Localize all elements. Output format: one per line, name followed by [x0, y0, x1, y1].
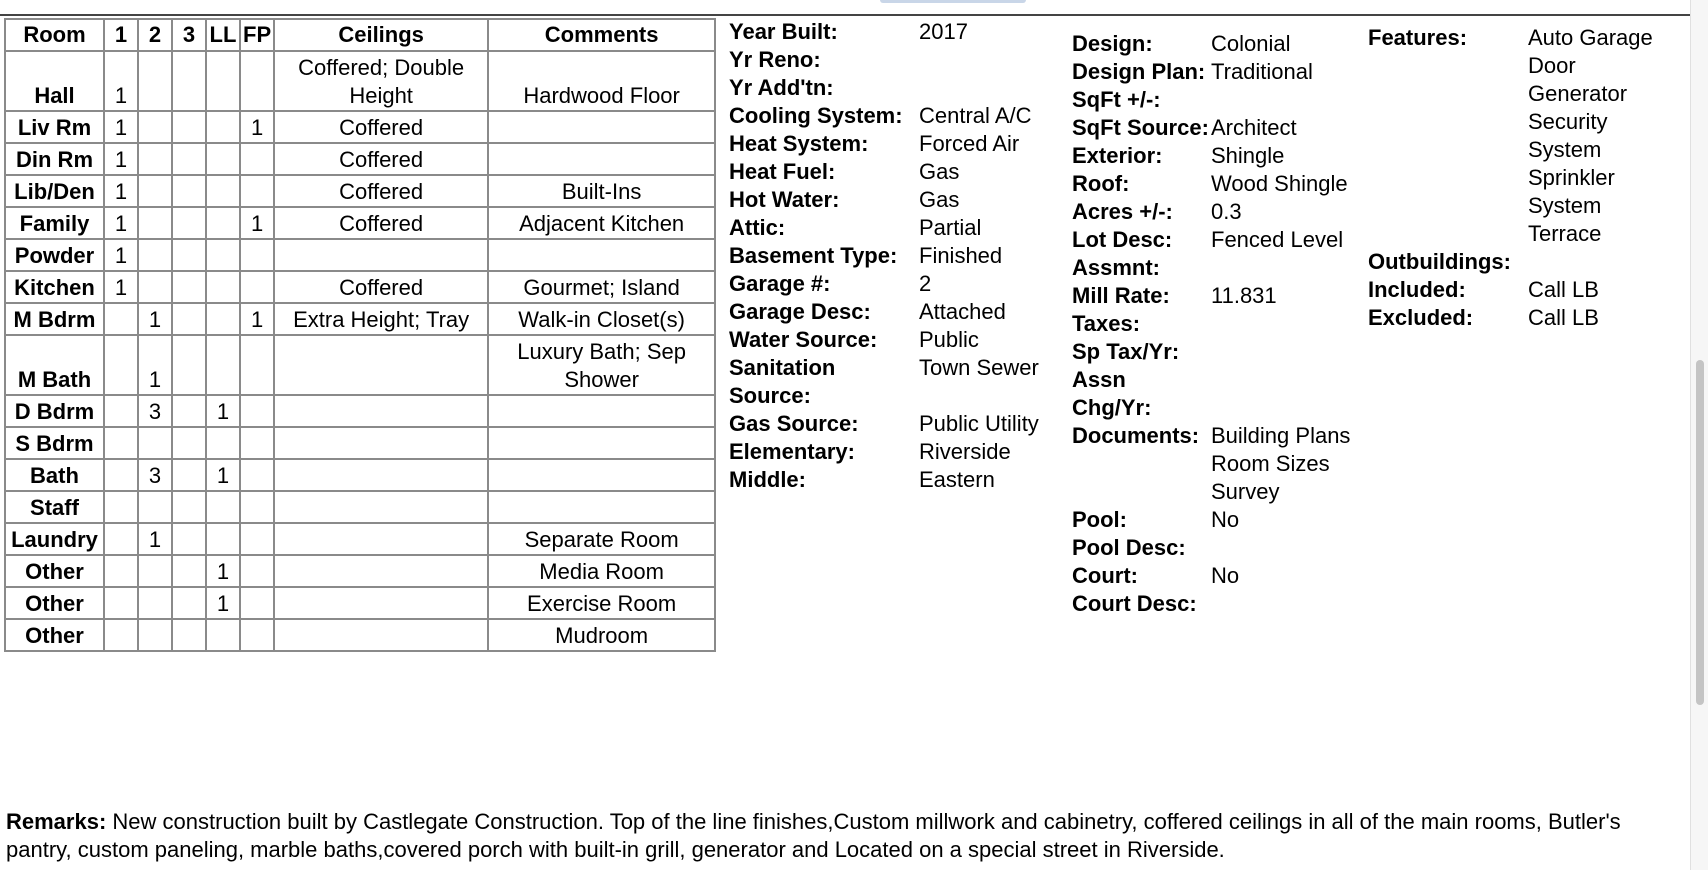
- level-3-count: [172, 207, 206, 239]
- ceilings-cell: [274, 395, 488, 427]
- room-name: Bath: [5, 459, 104, 491]
- rooms-header-row: [5, 19, 715, 51]
- level-3-count: [172, 459, 206, 491]
- room-name: Other: [5, 619, 104, 651]
- fireplace-count: [240, 143, 274, 175]
- feature-detail-label: Outbuildings:: [1368, 249, 1511, 274]
- level-3-count: [172, 427, 206, 459]
- design-detail-label: Acres +/-:: [1072, 199, 1173, 224]
- property-detail-value: Town Sewer: [919, 355, 1039, 380]
- feature-detail-value: Call LB: [1528, 305, 1599, 330]
- room-name: Liv Rm: [5, 111, 104, 143]
- property-detail-value: Eastern: [919, 467, 995, 492]
- design-detail-row: [1072, 114, 1361, 142]
- level-2-count: 1: [138, 523, 172, 555]
- design-detail-row: [1072, 254, 1361, 282]
- property-detail-row: [729, 438, 1069, 466]
- scrollbar-thumb[interactable]: [1696, 360, 1704, 705]
- level-2-count: [138, 587, 172, 619]
- level-2-count: [138, 491, 172, 523]
- property-detail-label: Middle:: [729, 467, 806, 492]
- level-2-count: [138, 555, 172, 587]
- room-row: [5, 271, 715, 303]
- property-detail-label: Hot Water:: [729, 187, 840, 212]
- level-2-count: 3: [138, 395, 172, 427]
- level-2-count: [138, 143, 172, 175]
- rooms-table: [4, 18, 716, 652]
- property-detail-row: [729, 298, 1069, 326]
- level-3-count: [172, 335, 206, 395]
- design-detail-row: [1072, 282, 1361, 310]
- feature-detail-label: Features:: [1368, 25, 1468, 50]
- level-3-count: [172, 523, 206, 555]
- lower-level-count: [206, 303, 240, 335]
- design-detail-value: Fenced Level: [1211, 227, 1344, 252]
- design-detail-label: Mill Rate:: [1072, 283, 1170, 308]
- design-detail-label: Court Desc:: [1072, 591, 1197, 616]
- lower-level-count: [206, 175, 240, 207]
- level-1-count: [104, 523, 138, 555]
- level-3-count: [172, 271, 206, 303]
- lower-level-count: [206, 207, 240, 239]
- room-row: [5, 303, 715, 335]
- level-3-count: [172, 555, 206, 587]
- top-tab-indicator: [880, 0, 1026, 3]
- design-detail-label: Pool Desc:: [1072, 535, 1186, 560]
- room-name: Hall: [5, 51, 104, 111]
- room-name: M Bdrm: [5, 303, 104, 335]
- comments-cell: [488, 395, 715, 427]
- room-row: [5, 239, 715, 271]
- design-detail-value: Colonial: [1211, 31, 1291, 56]
- level-1-count: 1: [104, 175, 138, 207]
- design-detail-label: SqFt Source:: [1072, 115, 1209, 140]
- ceilings-cell: [274, 491, 488, 523]
- room-row: [5, 555, 715, 587]
- design-detail-row: [1072, 170, 1361, 198]
- fireplace-count: 1: [240, 303, 274, 335]
- design-detail-row: [1072, 562, 1361, 590]
- design-detail-label: Taxes:: [1072, 311, 1141, 336]
- feature-detail-value: Call LB: [1528, 277, 1599, 302]
- design-detail-label: Assn Chg/Yr:: [1072, 367, 1152, 420]
- level-2-count: 1: [138, 335, 172, 395]
- design-detail-row: [1072, 58, 1361, 86]
- property-detail-row: [729, 74, 1069, 102]
- fireplace-count: 1: [240, 111, 274, 143]
- fireplace-count: [240, 395, 274, 427]
- lower-level-count: [206, 335, 240, 395]
- property-detail-row: [729, 158, 1069, 186]
- comments-cell: [488, 491, 715, 523]
- level-1-count: [104, 395, 138, 427]
- lower-level-count: 1: [206, 395, 240, 427]
- property-detail-label: Heat System:: [729, 131, 869, 156]
- property-detail-value: Partial: [919, 215, 982, 240]
- ceilings-cell: [274, 587, 488, 619]
- design-detail-row: [1072, 366, 1361, 422]
- design-details-column: [1072, 30, 1361, 618]
- header-ceilings: Ceilings: [274, 19, 488, 51]
- property-detail-row: [729, 326, 1069, 354]
- property-detail-value: Public: [919, 327, 979, 352]
- level-2-count: [138, 51, 172, 111]
- property-detail-label: Sanitation Source:: [729, 355, 836, 408]
- level-3-count: [172, 395, 206, 427]
- ceilings-cell: [274, 523, 488, 555]
- property-detail-value: Riverside: [919, 439, 1011, 464]
- fireplace-count: [240, 239, 274, 271]
- lower-level-count: [206, 111, 240, 143]
- level-1-count: [104, 491, 138, 523]
- ceilings-cell: [274, 335, 488, 395]
- room-name: Powder: [5, 239, 104, 271]
- comments-cell: [488, 111, 715, 143]
- comments-cell: Hardwood Floor: [488, 51, 715, 111]
- level-1-count: 1: [104, 207, 138, 239]
- property-detail-row: [729, 270, 1069, 298]
- comments-cell: Luxury Bath; Sep Shower: [488, 335, 715, 395]
- header-lower-level: LL: [206, 19, 240, 51]
- fireplace-count: [240, 587, 274, 619]
- level-1-count: 1: [104, 239, 138, 271]
- property-detail-row: [729, 410, 1069, 438]
- features-column: [1368, 24, 1678, 332]
- level-2-count: 1: [138, 303, 172, 335]
- level-3-count: [172, 303, 206, 335]
- ceilings-cell: Extra Height; Tray: [274, 303, 488, 335]
- room-row: [5, 111, 715, 143]
- comments-cell: Exercise Room: [488, 587, 715, 619]
- design-detail-row: [1072, 142, 1361, 170]
- property-detail-row: [729, 186, 1069, 214]
- fireplace-count: [240, 271, 274, 303]
- room-row: [5, 491, 715, 523]
- ceilings-cell: [274, 239, 488, 271]
- property-detail-label: Elementary:: [729, 439, 855, 464]
- lower-level-count: [206, 239, 240, 271]
- level-2-count: [138, 239, 172, 271]
- design-detail-row: [1072, 86, 1361, 114]
- ceilings-cell: Coffered: [274, 175, 488, 207]
- lower-level-count: 1: [206, 459, 240, 491]
- ceilings-cell: Coffered: [274, 207, 488, 239]
- level-1-count: [104, 619, 138, 651]
- property-details-column: [729, 18, 1069, 494]
- design-detail-label: Court:: [1072, 563, 1138, 588]
- property-detail-label: Cooling System:: [729, 103, 903, 128]
- design-detail-value: Building Plans Room Sizes Survey: [1211, 423, 1351, 504]
- lower-level-count: [206, 523, 240, 555]
- room-row: [5, 619, 715, 651]
- design-detail-value: Shingle: [1211, 143, 1285, 168]
- property-detail-row: [729, 130, 1069, 158]
- design-detail-row: [1072, 534, 1361, 562]
- room-name: Lib/Den: [5, 175, 104, 207]
- level-2-count: [138, 619, 172, 651]
- property-detail-row: [729, 46, 1069, 74]
- fireplace-count: [240, 491, 274, 523]
- property-detail-value: Forced Air: [919, 131, 1020, 156]
- property-detail-row: [729, 18, 1069, 46]
- comments-cell: [488, 143, 715, 175]
- comments-cell: [488, 239, 715, 271]
- design-detail-value: Wood Shingle: [1211, 171, 1348, 196]
- comments-cell: [488, 427, 715, 459]
- design-detail-row: [1072, 30, 1361, 58]
- level-3-count: [172, 491, 206, 523]
- level-2-count: [138, 427, 172, 459]
- remarks: [6, 808, 1686, 864]
- property-detail-label: Yr Reno:: [729, 47, 821, 72]
- property-detail-row: [729, 102, 1069, 130]
- feature-detail-row: [1368, 276, 1678, 304]
- fireplace-count: [240, 555, 274, 587]
- property-detail-value: Gas: [919, 187, 960, 212]
- feature-detail-value: Auto Garage Door Generator Security System Sprinkler System Terrace: [1528, 25, 1653, 246]
- ceilings-cell: Coffered: [274, 143, 488, 175]
- property-detail-row: [729, 466, 1069, 494]
- level-3-count: [172, 239, 206, 271]
- comments-cell: Mudroom: [488, 619, 715, 651]
- design-detail-label: Roof:: [1072, 171, 1130, 196]
- design-detail-row: [1072, 226, 1361, 254]
- property-detail-label: Water Source:: [729, 327, 878, 352]
- fireplace-count: 1: [240, 207, 274, 239]
- design-detail-label: Pool:: [1072, 507, 1127, 532]
- fireplace-count: [240, 51, 274, 111]
- property-detail-value: Attached: [919, 299, 1006, 324]
- design-detail-label: Design Plan:: [1072, 59, 1206, 84]
- property-detail-label: Garage Desc:: [729, 299, 871, 324]
- room-row: [5, 207, 715, 239]
- design-detail-label: Sp Tax/Yr:: [1072, 339, 1180, 364]
- level-1-count: [104, 459, 138, 491]
- feature-detail-label: Included:: [1368, 277, 1466, 302]
- level-3-count: [172, 587, 206, 619]
- design-detail-value: No: [1211, 563, 1240, 588]
- room-row: [5, 335, 715, 395]
- property-detail-label: Basement Type:: [729, 243, 898, 268]
- feature-detail-row: [1368, 248, 1678, 276]
- header-fireplace: FP: [240, 19, 274, 51]
- lower-level-count: 1: [206, 587, 240, 619]
- remarks-text: New construction built by Castlegate Construction. Top of the line finishes,Custom millwork and cabinetry, coffered ceilings in all of the main rooms, Butler's pantry, custom paneling, marble baths,covered porch with built-in grill, generator and Located on a special street in Riverside.: [6, 809, 1621, 862]
- level-2-count: [138, 111, 172, 143]
- fireplace-count: [240, 523, 274, 555]
- lower-level-count: [206, 427, 240, 459]
- design-detail-value: 0.3: [1211, 199, 1242, 224]
- room-name: D Bdrm: [5, 395, 104, 427]
- comments-cell: Media Room: [488, 555, 715, 587]
- comments-cell: Walk-in Closet(s): [488, 303, 715, 335]
- level-2-count: [138, 175, 172, 207]
- design-detail-label: Exterior:: [1072, 143, 1163, 168]
- room-row: [5, 143, 715, 175]
- level-1-count: 1: [104, 111, 138, 143]
- property-detail-label: Gas Source:: [729, 411, 859, 436]
- room-row: [5, 459, 715, 491]
- property-detail-row: [729, 354, 1069, 410]
- design-detail-row: [1072, 422, 1361, 506]
- room-name: S Bdrm: [5, 427, 104, 459]
- level-1-count: [104, 335, 138, 395]
- room-row: [5, 427, 715, 459]
- level-3-count: [172, 619, 206, 651]
- ceilings-cell: [274, 619, 488, 651]
- property-detail-value: Finished: [919, 243, 1003, 268]
- header-room: Room: [5, 19, 104, 51]
- room-name: Family: [5, 207, 104, 239]
- level-2-count: [138, 207, 172, 239]
- property-detail-label: Year Built:: [729, 19, 838, 44]
- lower-level-count: [206, 619, 240, 651]
- comments-cell: Gourmet; Island: [488, 271, 715, 303]
- header-level-1: 1: [104, 19, 138, 51]
- property-detail-label: Heat Fuel:: [729, 159, 836, 184]
- level-1-count: 1: [104, 143, 138, 175]
- level-1-count: [104, 427, 138, 459]
- property-detail-label: Attic:: [729, 215, 786, 240]
- room-row: [5, 523, 715, 555]
- lower-level-count: [206, 143, 240, 175]
- remarks-label: Remarks:: [6, 809, 107, 834]
- level-3-count: [172, 51, 206, 111]
- level-1-count: [104, 303, 138, 335]
- comments-cell: Separate Room: [488, 523, 715, 555]
- room-name: Kitchen: [5, 271, 104, 303]
- comments-cell: [488, 459, 715, 491]
- fireplace-count: [240, 175, 274, 207]
- room-row: [5, 587, 715, 619]
- comments-cell: Built-Ins: [488, 175, 715, 207]
- header-level-2: 2: [138, 19, 172, 51]
- header-comments: Comments: [488, 19, 715, 51]
- property-detail-value: Central A/C: [919, 103, 1032, 128]
- header-level-3: 3: [172, 19, 206, 51]
- design-detail-label: Lot Desc:: [1072, 227, 1173, 252]
- feature-detail-row: [1368, 304, 1678, 332]
- ceilings-cell: [274, 459, 488, 491]
- property-detail-value: 2017: [919, 19, 968, 44]
- property-detail-value: Gas: [919, 159, 960, 184]
- room-name: Other: [5, 587, 104, 619]
- design-detail-row: [1072, 198, 1361, 226]
- level-3-count: [172, 111, 206, 143]
- room-row: [5, 395, 715, 427]
- lower-level-count: [206, 51, 240, 111]
- fireplace-count: [240, 427, 274, 459]
- level-1-count: 1: [104, 51, 138, 111]
- ceilings-cell: [274, 427, 488, 459]
- room-name: M Bath: [5, 335, 104, 395]
- fireplace-count: [240, 459, 274, 491]
- fireplace-count: [240, 335, 274, 395]
- level-1-count: 1: [104, 271, 138, 303]
- design-detail-label: Design:: [1072, 31, 1153, 56]
- design-detail-row: [1072, 338, 1361, 366]
- property-detail-value: Public Utility: [919, 411, 1039, 436]
- property-detail-row: [729, 242, 1069, 270]
- room-row: [5, 175, 715, 207]
- property-detail-value: 2: [919, 271, 932, 296]
- level-3-count: [172, 143, 206, 175]
- top-bar: [0, 0, 1708, 16]
- lower-level-count: [206, 271, 240, 303]
- room-name: Laundry: [5, 523, 104, 555]
- level-2-count: [138, 271, 172, 303]
- design-detail-label: Documents:: [1072, 423, 1200, 448]
- ceilings-cell: Coffered; Double Height: [274, 51, 488, 111]
- level-2-count: 3: [138, 459, 172, 491]
- room-row: [5, 51, 715, 111]
- feature-detail-label: Excluded:: [1368, 305, 1474, 330]
- feature-detail-row: [1368, 24, 1678, 248]
- design-detail-row: [1072, 506, 1361, 534]
- property-detail-label: Yr Add'tn:: [729, 75, 834, 100]
- design-detail-value: No: [1211, 507, 1240, 532]
- property-detail-row: [729, 214, 1069, 242]
- design-detail-label: Assmnt:: [1072, 255, 1161, 280]
- room-name: Din Rm: [5, 143, 104, 175]
- level-1-count: [104, 555, 138, 587]
- design-detail-value: Architect: [1211, 115, 1297, 140]
- property-detail-label: Garage #:: [729, 271, 831, 296]
- ceilings-cell: [274, 555, 488, 587]
- design-detail-row: [1072, 590, 1361, 618]
- vertical-scrollbar[interactable]: [1690, 0, 1708, 870]
- ceilings-cell: Coffered: [274, 111, 488, 143]
- ceilings-cell: Coffered: [274, 271, 488, 303]
- lower-level-count: 1: [206, 555, 240, 587]
- lower-level-count: [206, 491, 240, 523]
- comments-cell: Adjacent Kitchen: [488, 207, 715, 239]
- design-detail-value: Traditional: [1211, 59, 1313, 84]
- design-detail-value: 11.831: [1211, 283, 1277, 308]
- level-3-count: [172, 175, 206, 207]
- design-detail-row: [1072, 310, 1361, 338]
- design-detail-label: SqFt +/-:: [1072, 87, 1161, 112]
- room-name: Other: [5, 555, 104, 587]
- room-name: Staff: [5, 491, 104, 523]
- fireplace-count: [240, 619, 274, 651]
- level-1-count: [104, 587, 138, 619]
